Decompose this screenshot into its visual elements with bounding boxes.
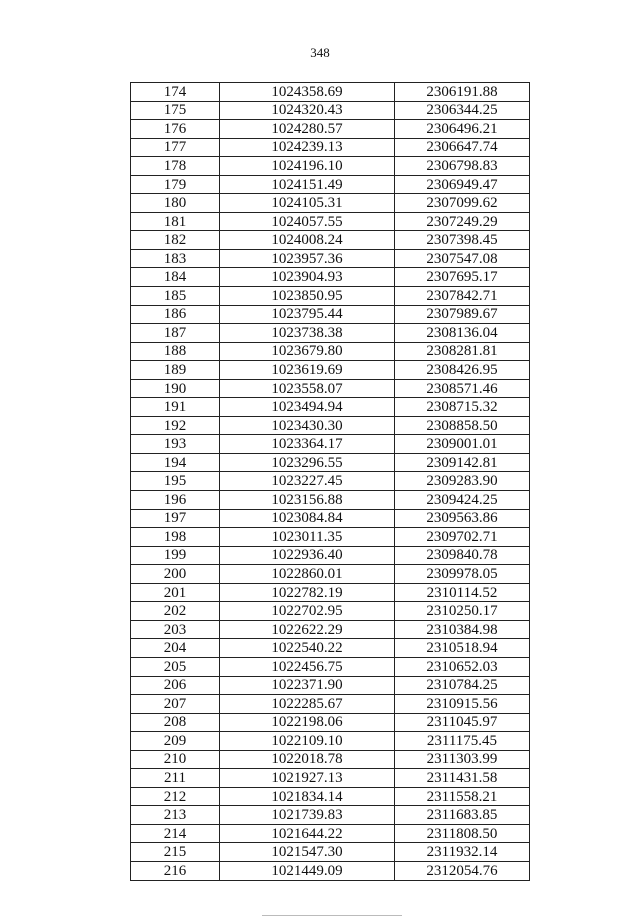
y-coordinate-cell: 2309702.71 <box>395 528 530 547</box>
point-number-cell: 211 <box>131 769 220 788</box>
y-coordinate-cell: 2309563.86 <box>395 509 530 528</box>
table-row <box>131 583 530 602</box>
y-coordinate-cell: 2310915.56 <box>395 695 530 714</box>
x-coordinate-cell: 1023738.38 <box>220 324 395 343</box>
table-row <box>131 157 530 176</box>
x-coordinate-cell: 1023795.44 <box>220 305 395 324</box>
table-row <box>131 806 530 825</box>
table-row <box>131 713 530 732</box>
table-row <box>131 491 530 510</box>
table-row <box>131 212 530 231</box>
y-coordinate-cell: 2311558.21 <box>395 787 530 806</box>
y-coordinate-cell: 2306496.21 <box>395 120 530 139</box>
x-coordinate-cell: 1024008.24 <box>220 231 395 250</box>
table-row <box>131 305 530 324</box>
table-row <box>131 194 530 213</box>
point-number-cell: 192 <box>131 416 220 435</box>
point-number-cell: 198 <box>131 528 220 547</box>
table-row <box>131 342 530 361</box>
point-number-cell: 197 <box>131 509 220 528</box>
y-coordinate-cell: 2306647.74 <box>395 138 530 157</box>
x-coordinate-cell: 1023364.17 <box>220 435 395 454</box>
table-row <box>131 361 530 380</box>
table-row <box>131 565 530 584</box>
point-number-cell: 187 <box>131 324 220 343</box>
table-row <box>131 750 530 769</box>
x-coordinate-cell: 1022371.90 <box>220 676 395 695</box>
y-coordinate-cell: 2307547.08 <box>395 249 530 268</box>
page-number: 348 <box>310 45 330 60</box>
x-coordinate-cell: 1022285.67 <box>220 695 395 714</box>
x-coordinate-cell: 1021644.22 <box>220 824 395 843</box>
point-number-cell: 208 <box>131 713 220 732</box>
x-coordinate-cell: 1022936.40 <box>220 546 395 565</box>
point-number-cell: 183 <box>131 249 220 268</box>
y-coordinate-cell: 2311932.14 <box>395 843 530 862</box>
table-row <box>131 379 530 398</box>
y-coordinate-cell: 2310652.03 <box>395 657 530 676</box>
y-coordinate-cell: 2312054.76 <box>395 861 530 880</box>
y-coordinate-cell: 2311175.45 <box>395 732 530 751</box>
x-coordinate-cell: 1022456.75 <box>220 657 395 676</box>
y-coordinate-cell: 2309978.05 <box>395 565 530 584</box>
y-coordinate-cell: 2306949.47 <box>395 175 530 194</box>
y-coordinate-cell: 2311303.99 <box>395 750 530 769</box>
y-coordinate-cell: 2311431.58 <box>395 769 530 788</box>
x-coordinate-cell: 1024280.57 <box>220 120 395 139</box>
table-row <box>131 416 530 435</box>
x-coordinate-cell: 1023430.30 <box>220 416 395 435</box>
point-number-cell: 199 <box>131 546 220 565</box>
x-coordinate-cell: 1022198.06 <box>220 713 395 732</box>
point-number-cell: 206 <box>131 676 220 695</box>
y-coordinate-cell: 2306191.88 <box>395 83 530 102</box>
x-coordinate-cell: 1023619.69 <box>220 361 395 380</box>
table-row <box>131 732 530 751</box>
x-coordinate-cell: 1023679.80 <box>220 342 395 361</box>
point-number-cell: 202 <box>131 602 220 621</box>
y-coordinate-cell: 2310384.98 <box>395 620 530 639</box>
x-coordinate-cell: 1022860.01 <box>220 565 395 584</box>
x-coordinate-cell: 1024151.49 <box>220 175 395 194</box>
y-coordinate-cell: 2307249.29 <box>395 212 530 231</box>
x-coordinate-cell: 1024105.31 <box>220 194 395 213</box>
x-coordinate-cell: 1023558.07 <box>220 379 395 398</box>
table-row <box>131 602 530 621</box>
point-number-cell: 214 <box>131 824 220 843</box>
table-row <box>131 620 530 639</box>
x-coordinate-cell: 1023296.55 <box>220 453 395 472</box>
x-coordinate-cell: 1022622.29 <box>220 620 395 639</box>
x-coordinate-cell: 1022702.95 <box>220 602 395 621</box>
point-number-cell: 176 <box>131 120 220 139</box>
table-row <box>131 787 530 806</box>
y-coordinate-cell: 2310250.17 <box>395 602 530 621</box>
table-row <box>131 249 530 268</box>
point-number-cell: 209 <box>131 732 220 751</box>
point-number-cell: 215 <box>131 843 220 862</box>
table-row <box>131 472 530 491</box>
x-coordinate-cell: 1022109.10 <box>220 732 395 751</box>
x-coordinate-cell: 1021449.09 <box>220 861 395 880</box>
table-row <box>131 824 530 843</box>
table-row <box>131 528 530 547</box>
coordinates-table <box>130 82 530 881</box>
x-coordinate-cell: 1022540.22 <box>220 639 395 658</box>
y-coordinate-cell: 2307099.62 <box>395 194 530 213</box>
y-coordinate-cell: 2307842.71 <box>395 287 530 306</box>
x-coordinate-cell: 1024196.10 <box>220 157 395 176</box>
y-coordinate-cell: 2307695.17 <box>395 268 530 287</box>
x-coordinate-cell: 1023011.35 <box>220 528 395 547</box>
x-coordinate-cell: 1021547.30 <box>220 843 395 862</box>
x-coordinate-cell: 1023494.94 <box>220 398 395 417</box>
x-coordinate-cell: 1024057.55 <box>220 212 395 231</box>
y-coordinate-cell: 2311045.97 <box>395 713 530 732</box>
point-number-cell: 179 <box>131 175 220 194</box>
table-row <box>131 546 530 565</box>
y-coordinate-cell: 2310518.94 <box>395 639 530 658</box>
table-row <box>131 398 530 417</box>
point-number-cell: 216 <box>131 861 220 880</box>
point-number-cell: 205 <box>131 657 220 676</box>
point-number-cell: 194 <box>131 453 220 472</box>
table-row <box>131 861 530 880</box>
point-number-cell: 210 <box>131 750 220 769</box>
table-row <box>131 769 530 788</box>
x-coordinate-cell: 1023227.45 <box>220 472 395 491</box>
table-row <box>131 175 530 194</box>
point-number-cell: 180 <box>131 194 220 213</box>
y-coordinate-cell: 2310114.52 <box>395 583 530 602</box>
y-coordinate-cell: 2311808.50 <box>395 824 530 843</box>
y-coordinate-cell: 2309424.25 <box>395 491 530 510</box>
point-number-cell: 207 <box>131 695 220 714</box>
table-row <box>131 138 530 157</box>
point-number-cell: 174 <box>131 83 220 102</box>
point-number-cell: 204 <box>131 639 220 658</box>
table-row <box>131 324 530 343</box>
table-row <box>131 695 530 714</box>
y-coordinate-cell: 2308858.50 <box>395 416 530 435</box>
point-number-cell: 177 <box>131 138 220 157</box>
y-coordinate-cell: 2308281.81 <box>395 342 530 361</box>
table-row <box>131 639 530 658</box>
x-coordinate-cell: 1023957.36 <box>220 249 395 268</box>
y-coordinate-cell: 2311683.85 <box>395 806 530 825</box>
table-row <box>131 509 530 528</box>
y-coordinate-cell: 2306798.83 <box>395 157 530 176</box>
table-row <box>131 676 530 695</box>
point-number-cell: 190 <box>131 379 220 398</box>
point-number-cell: 200 <box>131 565 220 584</box>
x-coordinate-cell: 1021739.83 <box>220 806 395 825</box>
y-coordinate-cell: 2308426.95 <box>395 361 530 380</box>
point-number-cell: 186 <box>131 305 220 324</box>
x-coordinate-cell: 1024239.13 <box>220 138 395 157</box>
point-number-cell: 189 <box>131 361 220 380</box>
table-row <box>131 843 530 862</box>
point-number-cell: 212 <box>131 787 220 806</box>
table-row <box>131 120 530 139</box>
y-coordinate-cell: 2308571.46 <box>395 379 530 398</box>
x-coordinate-cell: 1024358.69 <box>220 83 395 102</box>
x-coordinate-cell: 1022782.19 <box>220 583 395 602</box>
point-number-cell: 188 <box>131 342 220 361</box>
table-row <box>131 453 530 472</box>
x-coordinate-cell: 1021834.14 <box>220 787 395 806</box>
table-row <box>131 268 530 287</box>
coordinates-table-body <box>131 83 530 881</box>
point-number-cell: 213 <box>131 806 220 825</box>
point-number-cell: 185 <box>131 287 220 306</box>
point-number-cell: 184 <box>131 268 220 287</box>
point-number-cell: 175 <box>131 101 220 120</box>
point-number-cell: 196 <box>131 491 220 510</box>
point-number-cell: 193 <box>131 435 220 454</box>
x-coordinate-cell: 1024320.43 <box>220 101 395 120</box>
point-number-cell: 195 <box>131 472 220 491</box>
table-row <box>131 83 530 102</box>
x-coordinate-cell: 1022018.78 <box>220 750 395 769</box>
y-coordinate-cell: 2310784.25 <box>395 676 530 695</box>
point-number-cell: 181 <box>131 212 220 231</box>
point-number-cell: 201 <box>131 583 220 602</box>
point-number-cell: 203 <box>131 620 220 639</box>
y-coordinate-cell: 2306344.25 <box>395 101 530 120</box>
y-coordinate-cell: 2308136.04 <box>395 324 530 343</box>
table-row <box>131 435 530 454</box>
y-coordinate-cell: 2309001.01 <box>395 435 530 454</box>
table-row <box>131 101 530 120</box>
x-coordinate-cell: 1021927.13 <box>220 769 395 788</box>
y-coordinate-cell: 2309840.78 <box>395 546 530 565</box>
point-number-cell: 182 <box>131 231 220 250</box>
point-number-cell: 191 <box>131 398 220 417</box>
x-coordinate-cell: 1023904.93 <box>220 268 395 287</box>
y-coordinate-cell: 2307989.67 <box>395 305 530 324</box>
table-row <box>131 657 530 676</box>
point-number-cell: 178 <box>131 157 220 176</box>
x-coordinate-cell: 1023850.95 <box>220 287 395 306</box>
y-coordinate-cell: 2307398.45 <box>395 231 530 250</box>
y-coordinate-cell: 2308715.32 <box>395 398 530 417</box>
x-coordinate-cell: 1023156.88 <box>220 491 395 510</box>
bottom-rule <box>262 915 402 916</box>
table-row <box>131 231 530 250</box>
table-row <box>131 287 530 306</box>
y-coordinate-cell: 2309142.81 <box>395 453 530 472</box>
x-coordinate-cell: 1023084.84 <box>220 509 395 528</box>
y-coordinate-cell: 2309283.90 <box>395 472 530 491</box>
